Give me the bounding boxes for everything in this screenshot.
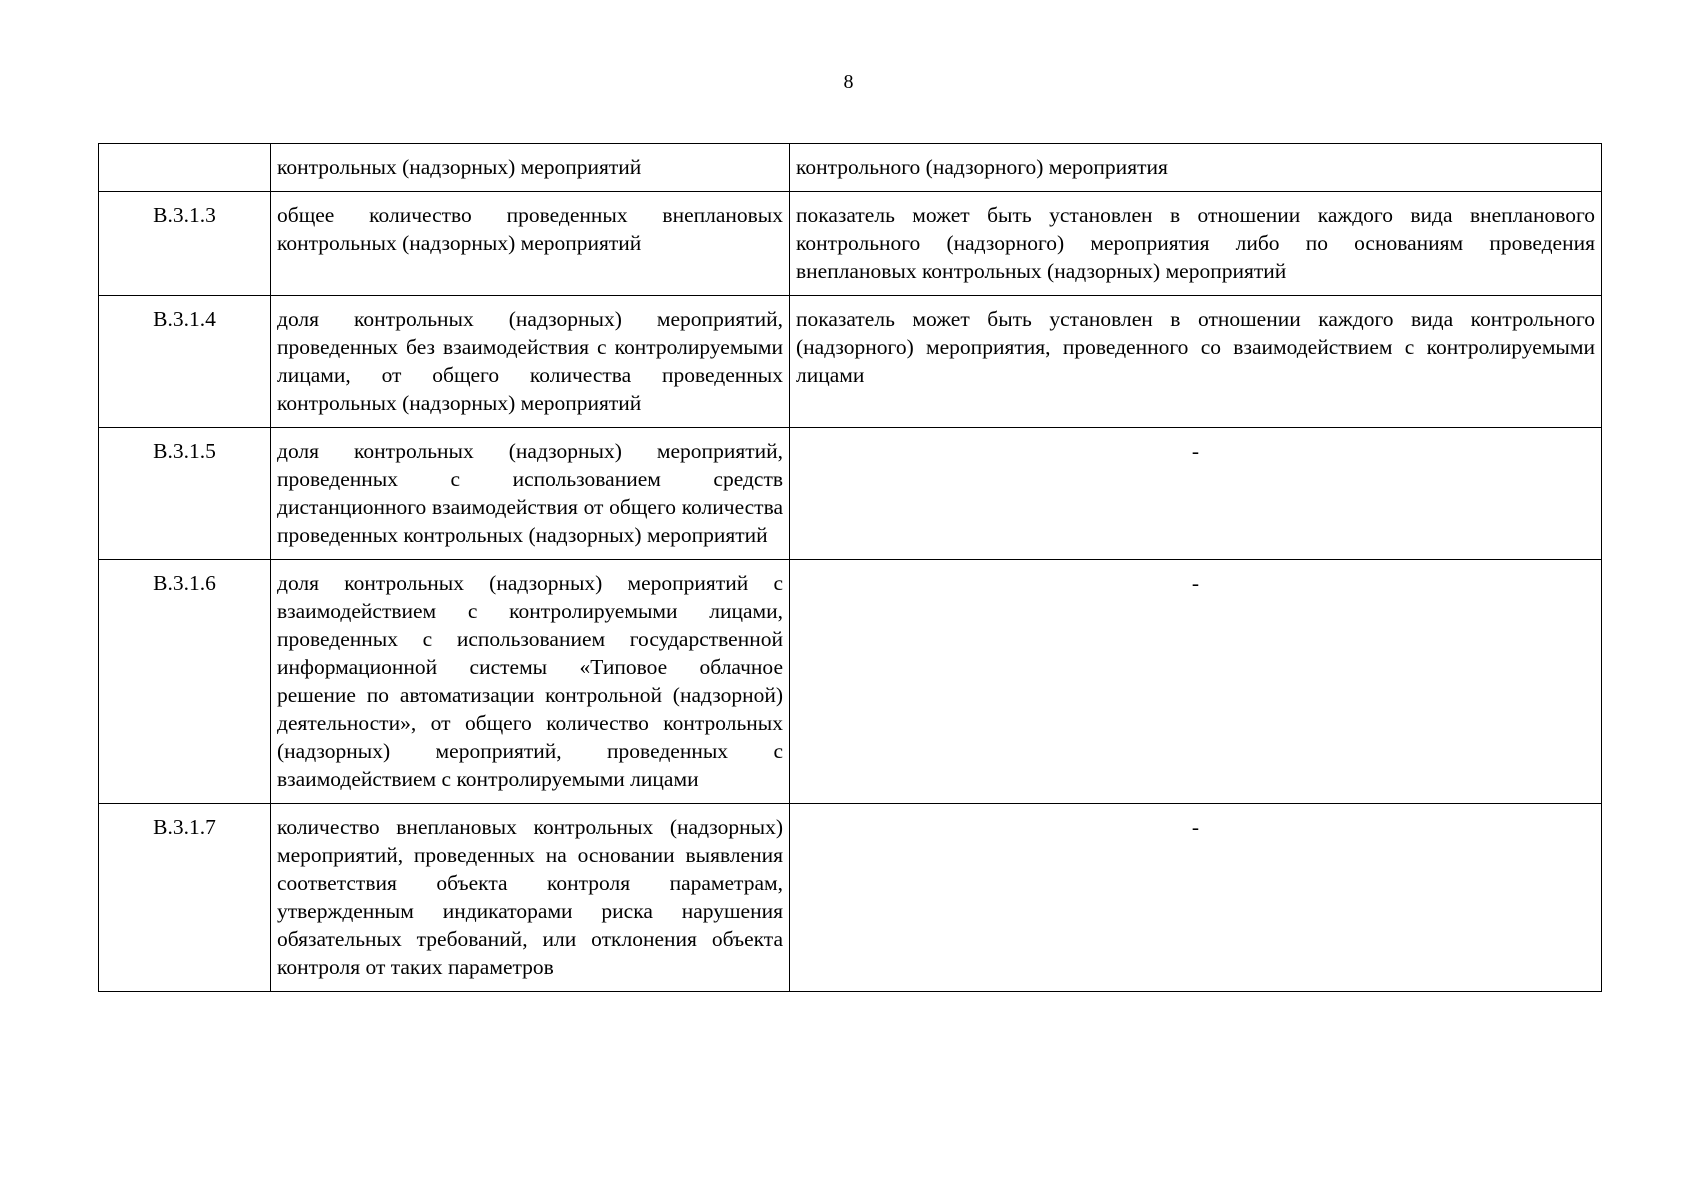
table-row — [99, 804, 1602, 992]
indicator-note: показатель может быть установлен в отношении каждого вида внепланового контрольного (надзорного) мероприятия либо по основаниям проведения внеплановых контрольных (надзорных) мероприятий — [790, 192, 1602, 296]
page-number: 8 — [843, 71, 854, 93]
indicator-note: - — [790, 804, 1602, 992]
table-row — [99, 560, 1602, 804]
indicator-note: - — [790, 428, 1602, 560]
indicator-description: доля контрольных (надзорных) мероприятий с взаимодействием с контролируемыми лицами, проведенных с использованием государственной информационной системы «Типовое облачное решение по автоматизации контрольной (надзорной) деятельности», от общего количество контрольных (надзорных) мероприятий, проведенных с взаимодействием с контролируемыми лицами — [271, 560, 790, 804]
indicator-description: количество внеплановых контрольных (надзорных) мероприятий, проведенных на основании выявления соответствия объекта контроля параметрам, утвержденным индикаторами риска нарушения обязательных требований, или отклонения объекта контроля от таких параметров — [271, 804, 790, 992]
indicator-description: контрольных (надзорных) мероприятий — [271, 144, 790, 192]
table-row — [99, 144, 1602, 192]
table-row — [99, 192, 1602, 296]
indicator-description: общее количество проведенных внеплановых контрольных (надзорных) мероприятий — [271, 192, 790, 296]
indicator-note: контрольного (надзорного) мероприятия — [790, 144, 1602, 192]
indicator-code: В.3.1.3 — [99, 192, 271, 296]
indicator-note: - — [790, 560, 1602, 804]
indicator-code: В.3.1.5 — [99, 428, 271, 560]
indicators-table — [98, 143, 1602, 992]
indicator-code: В.3.1.6 — [99, 560, 271, 804]
indicator-code: В.3.1.4 — [99, 296, 271, 428]
indicator-description: доля контрольных (надзорных) мероприятий, проведенных без взаимодействия с контролируемыми лицами, от общего количества проведенных контрольных (надзорных) мероприятий — [271, 296, 790, 428]
indicator-code: В.3.1.7 — [99, 804, 271, 992]
indicator-description: доля контрольных (надзорных) мероприятий, проведенных с использованием средств дистанционного взаимодействия от общего количества проведенных контрольных (надзорных) мероприятий — [271, 428, 790, 560]
indicator-code — [99, 144, 271, 192]
indicator-note: показатель может быть установлен в отношении каждого вида контрольного (надзорного) мероприятия, проведенного со взаимодействием с контролируемыми лицами — [790, 296, 1602, 428]
table-row — [99, 428, 1602, 560]
table-row — [99, 296, 1602, 428]
